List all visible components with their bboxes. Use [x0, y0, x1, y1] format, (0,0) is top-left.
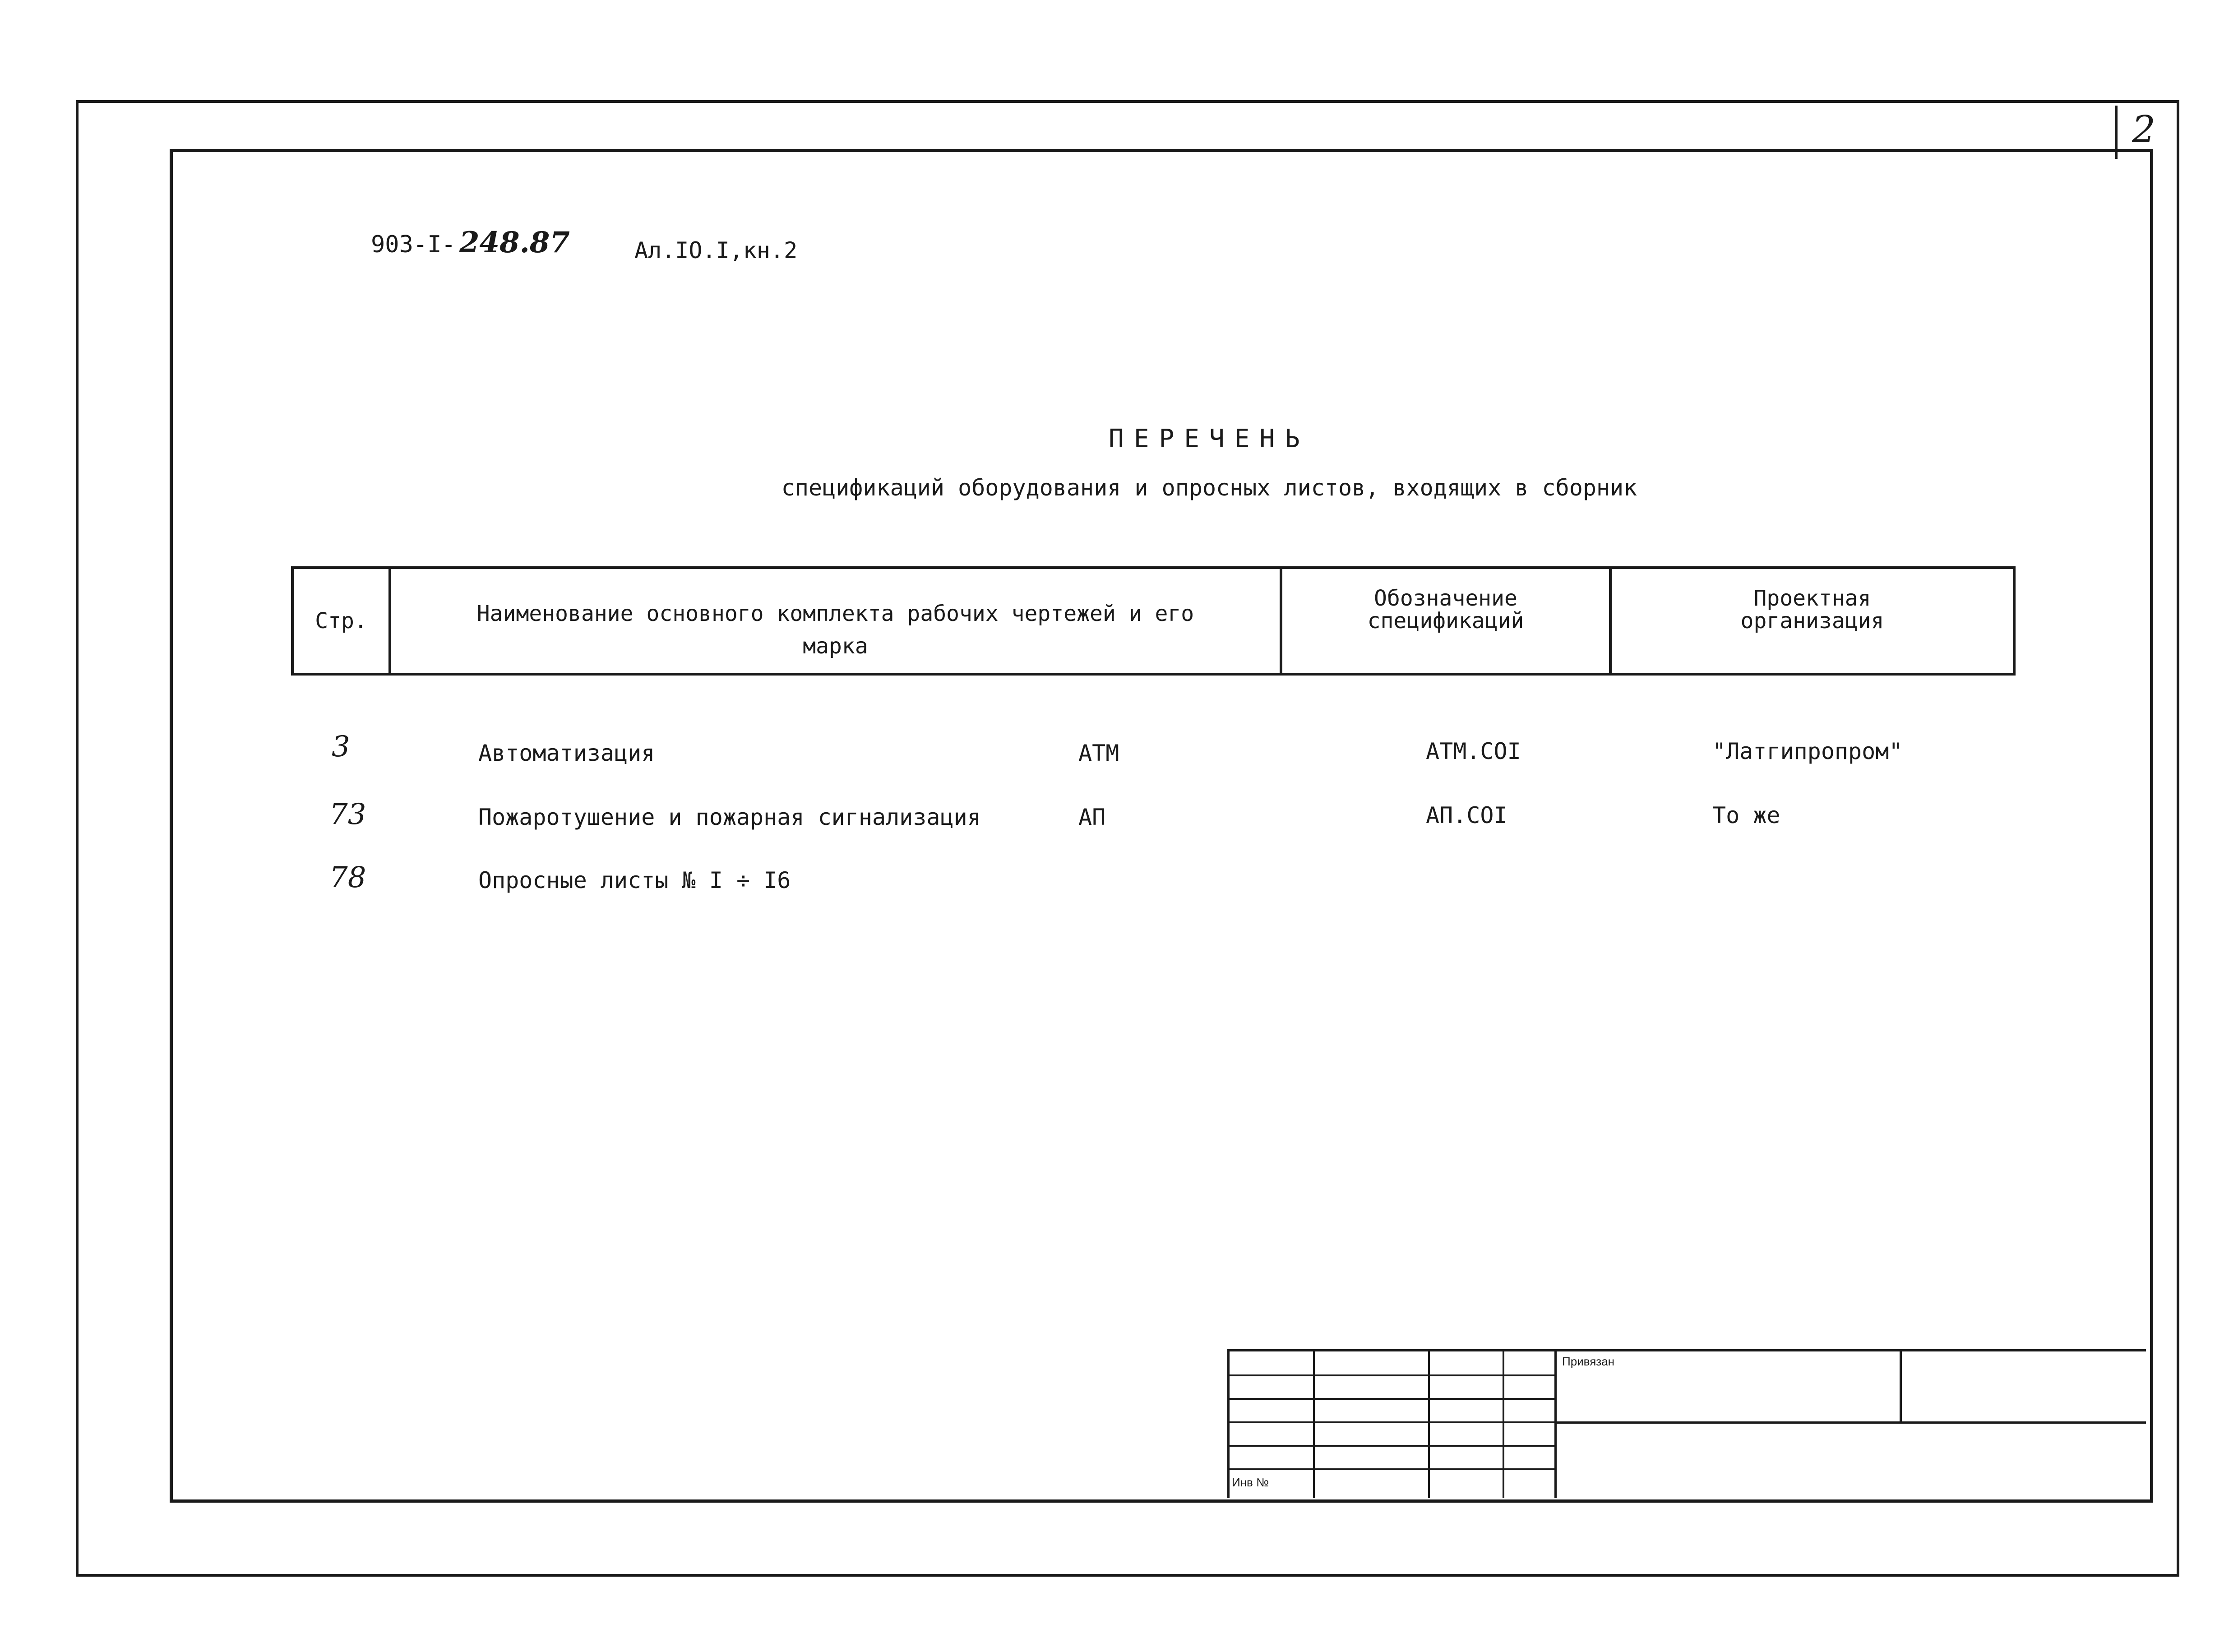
header-page [294, 569, 391, 673]
row-page-number: 73 [329, 798, 366, 831]
inventory-number-label: Инв № [1232, 1476, 1269, 1489]
header-page-label: Стр. [315, 608, 367, 634]
header-org-line2: организация [1740, 608, 1884, 634]
row-name: Опросные листы № I ÷ I6 [478, 867, 791, 893]
header-name-line1: Наименование основного комплекта рабочих чертежей и его [476, 601, 1194, 626]
title-block [1227, 1349, 2146, 1498]
header-name-line2: марка [803, 634, 868, 659]
header-spec-line1: Обозначение [1374, 586, 1517, 611]
header-spec [1282, 569, 1612, 673]
page-subtitle: спецификаций оборудования и опросных листов, входящих в сборник [781, 475, 1637, 501]
document-code-handwritten: 248.87 [459, 226, 570, 259]
table-header [291, 566, 2016, 676]
row-page-number: 3 [332, 730, 350, 764]
page-number: 2 [2132, 108, 2156, 151]
document-code-prefix: 903-I- [371, 231, 456, 258]
row-spec: АП.COI [1426, 802, 1507, 828]
row-org: "Латгипропром" [1712, 738, 1903, 764]
header-org-line1: Проектная [1753, 586, 1871, 611]
inner-frame [170, 149, 2153, 1503]
header-spec-line2: спецификаций [1367, 608, 1524, 634]
bound-label: Привязан [1562, 1355, 1615, 1368]
row-spec: АТМ.COI [1426, 738, 1521, 764]
row-page-number: 78 [329, 861, 366, 894]
header-name [391, 569, 1282, 673]
row-mark: АП [1078, 804, 1106, 830]
row-mark: АТМ [1078, 740, 1119, 766]
header-org [1612, 569, 2013, 673]
row-name: Автоматизация [478, 740, 655, 766]
album-reference: Ал.IO.I,кн.2 [634, 237, 798, 264]
row-name: Пожаротушение и пожарная сигнализация [478, 804, 981, 830]
row-org: То же [1712, 802, 1780, 828]
page-title: ПЕРЕЧЕНЬ [1109, 424, 1310, 453]
